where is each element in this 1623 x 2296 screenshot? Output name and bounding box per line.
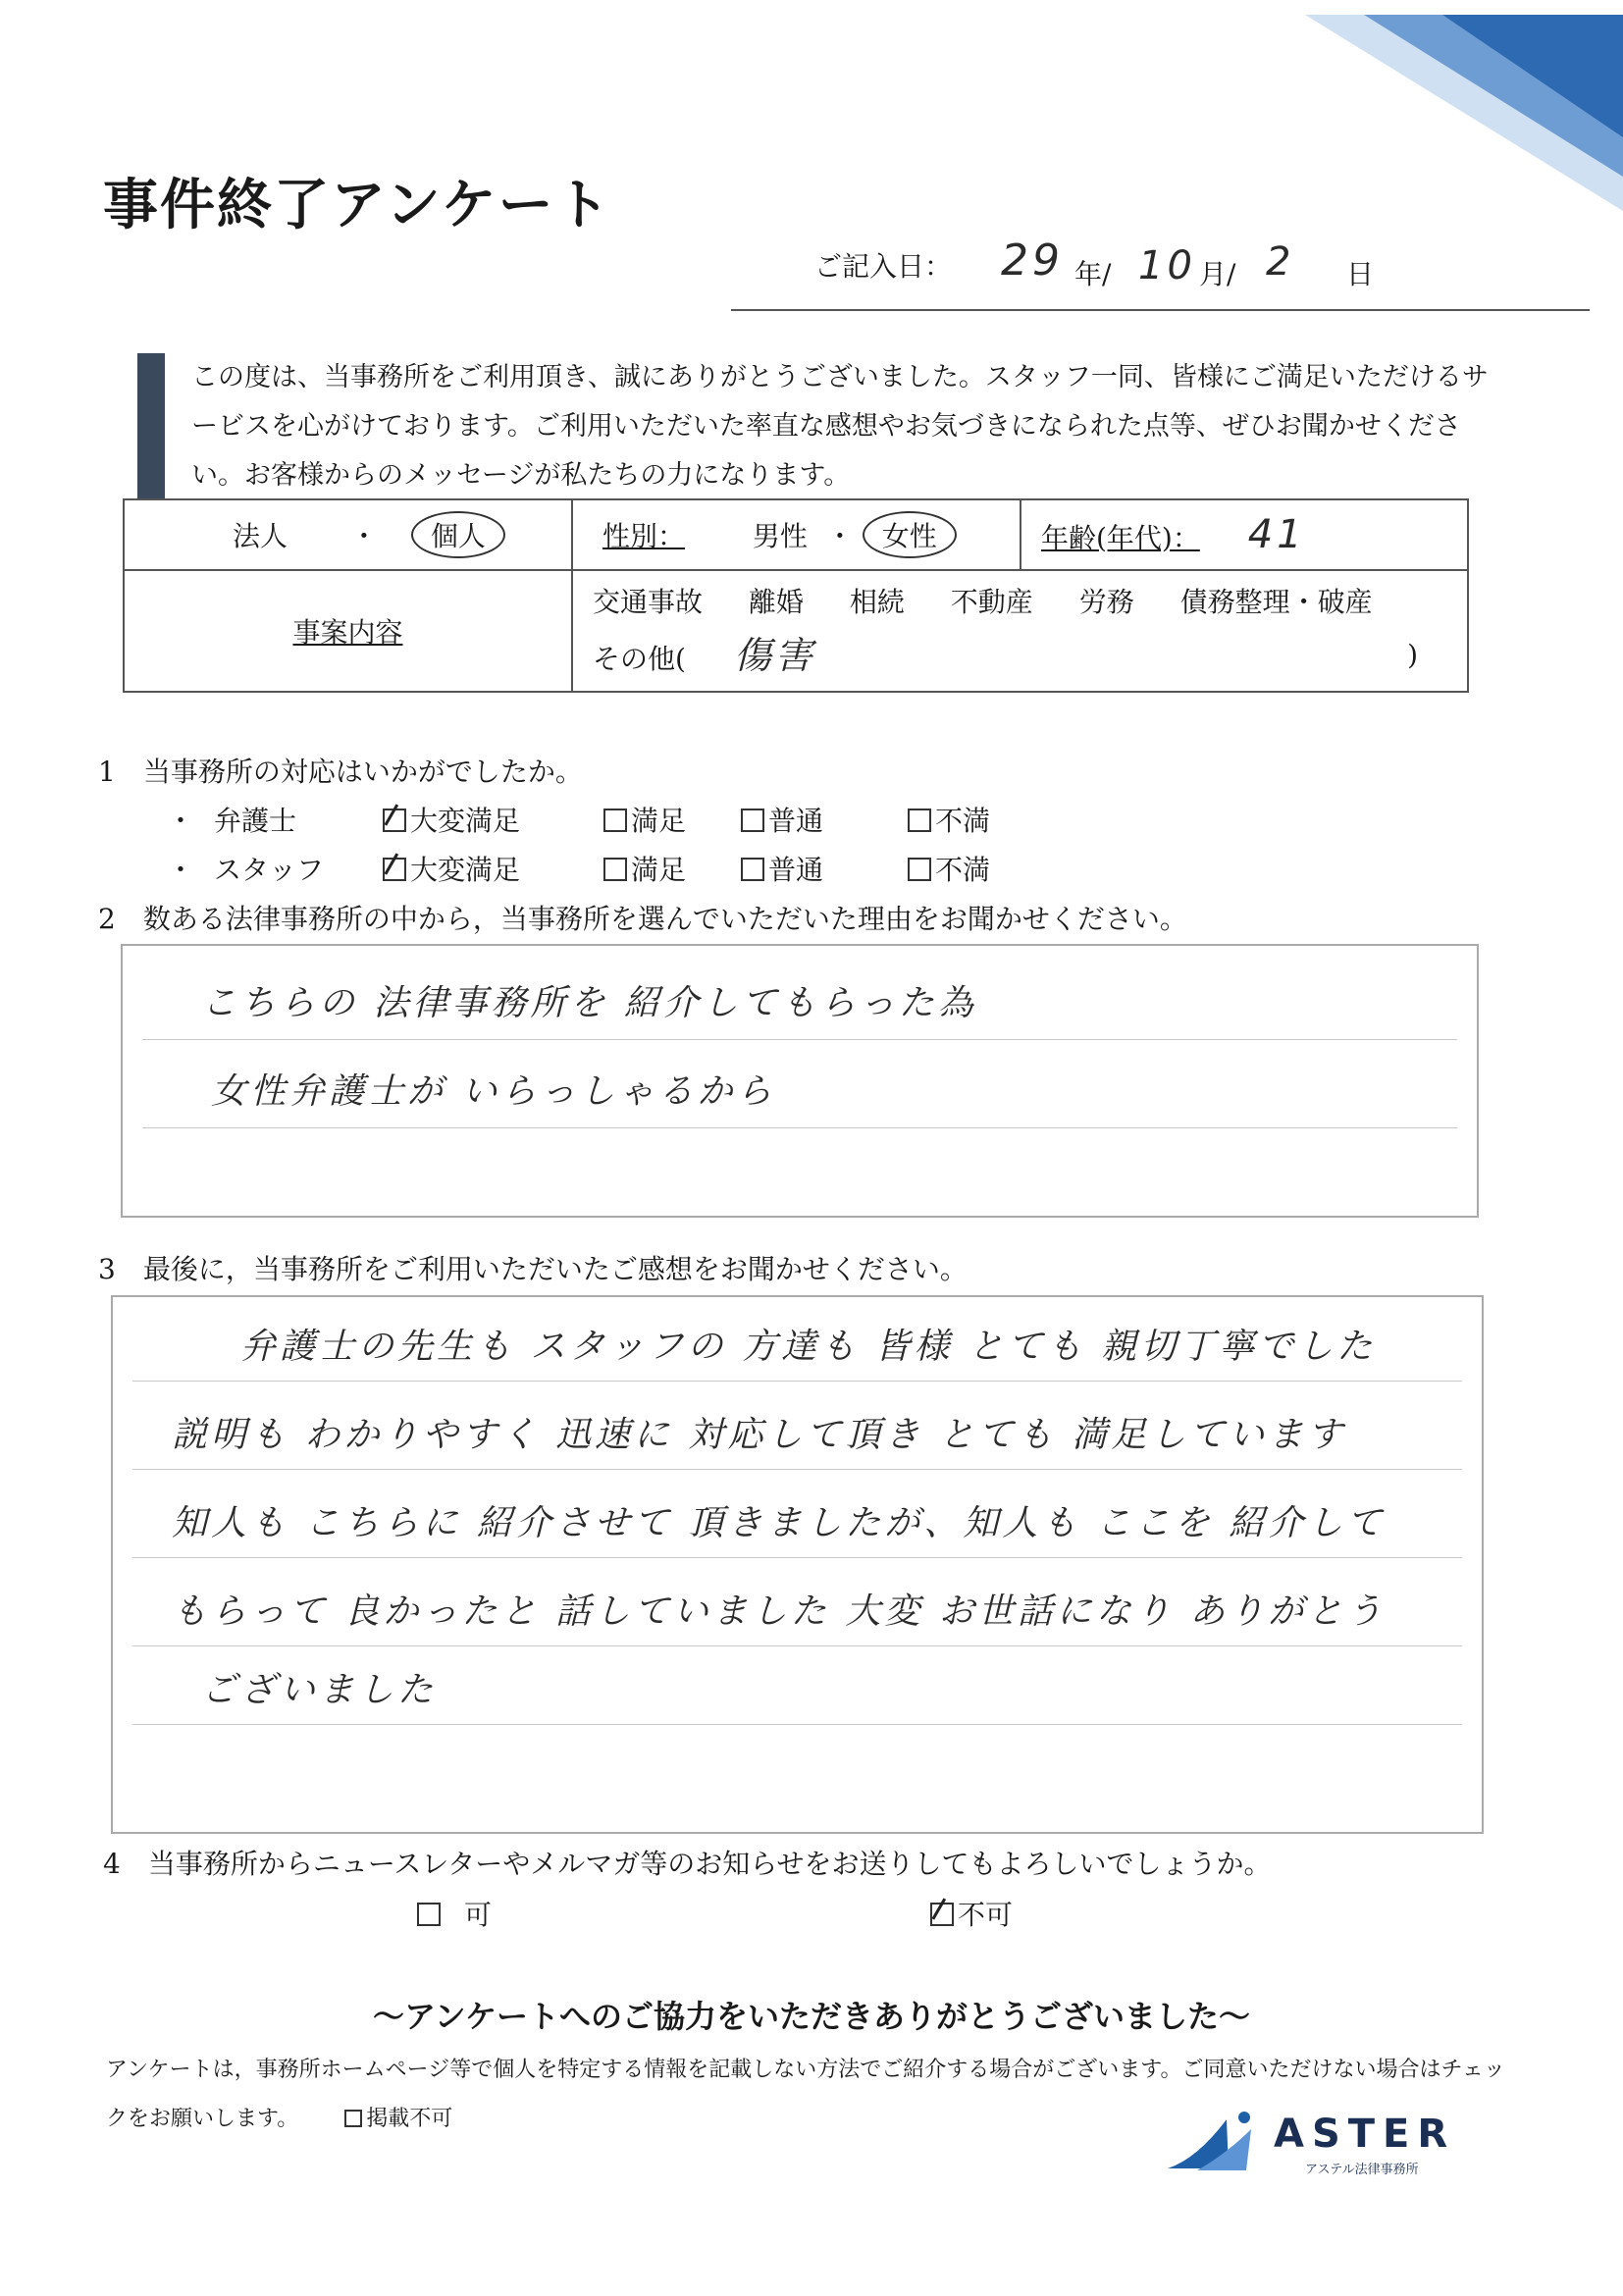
option-label: 不可	[958, 1899, 1014, 1931]
option-label: 満足	[631, 805, 687, 837]
q1-staff-label: スタッフ	[214, 854, 325, 886]
q1-lawyer-normal[interactable]	[741, 800, 823, 839]
case-other-value: 傷害	[733, 634, 816, 677]
case-type-debt[interactable]: 債務整理・破産	[1179, 586, 1373, 618]
male-option[interactable]: 男性	[752, 520, 808, 552]
page-title: 事件終了アンケート	[103, 173, 612, 237]
q3-answer-line-2: 説明も わかりやすく 迅速に 対応して頂き とても 満足しています	[172, 1415, 1347, 1455]
option-label: 満足	[631, 854, 687, 886]
option-label: 大変満足	[410, 854, 521, 886]
case-other-row	[573, 631, 1467, 688]
option-label: 不満	[935, 805, 991, 837]
logo-subtitle: アステル法律事務所	[1305, 2163, 1419, 2177]
age-label: 年齢(年代)：	[1041, 522, 1200, 554]
option-label: 可	[464, 1899, 493, 1931]
intro-text: この度は、当事務所をご利用頂き、誠にありがとうございました。スタッフ一同、皆様にご満足いただけるサービスを心がけております。ご利用いただいた率直な感想やお気づきになられた点等、ぜひお聞かせください。お客様からのメッセージが私たちの力になります。	[191, 362, 1489, 491]
thanks-message: ～アンケートへのご協力をいただきありがとうございました～	[372, 1998, 1251, 2035]
q2-answer-line-2: 女性弁護士が いらっしゃるから	[211, 1071, 776, 1112]
checkbox-icon[interactable]	[603, 809, 627, 832]
q2-answer-box[interactable]	[121, 944, 1479, 1218]
female-option-selected[interactable]: 女性	[863, 511, 957, 558]
checkbox-icon[interactable]	[741, 809, 764, 832]
q1-lawyer-very-satisfied[interactable]	[383, 800, 520, 839]
case-type-real-estate[interactable]: 不動産	[950, 586, 1033, 618]
q3-answer-line-1: 弁護士の先生も スタッフの 方達も 皆様 とても 親切丁寧でした	[240, 1327, 1377, 1367]
case-types-row	[573, 574, 1467, 631]
q2-title: 2 数ある法律事務所の中から，当事務所を選んでいただいた理由をお聞かせください。	[98, 903, 1187, 935]
logo-name: ASTER	[1274, 2112, 1456, 2157]
q1-title: 1 当事務所の対応はいかがでしたか。	[98, 756, 583, 788]
checkbox-icon[interactable]	[741, 858, 764, 881]
date-year: 29	[1001, 235, 1064, 286]
q3-answer-line-5: ございました	[201, 1670, 438, 1710]
checkbox-icon[interactable]	[908, 809, 931, 832]
date-month-unit: 月/	[1199, 258, 1236, 290]
date-day-unit: 日	[1346, 258, 1375, 290]
case-label-cell	[124, 570, 572, 692]
q3-answer-box[interactable]	[111, 1295, 1484, 1834]
info-table	[123, 498, 1469, 693]
checkbox-checked-icon[interactable]	[383, 858, 406, 881]
option-label: 掲載不可	[366, 2107, 453, 2131]
q1-row-staff	[167, 849, 1050, 888]
corner-decoration	[1305, 0, 1623, 216]
case-label: 事案内容	[292, 616, 403, 649]
option-label: 普通	[768, 854, 824, 886]
q4-no-option[interactable]	[930, 1894, 1013, 1933]
age-value: 41	[1247, 512, 1306, 557]
q3-answer-line-3: 知人も こちらに 紹介させて 頂きましたが、知人も ここを 紹介して	[172, 1503, 1387, 1543]
case-other-label[interactable]: その他(	[593, 643, 686, 675]
aster-logo-icon	[1158, 2100, 1276, 2178]
separator: ・	[349, 520, 378, 552]
separator: ・	[825, 520, 854, 552]
q1-staff-satisfied[interactable]	[603, 849, 686, 888]
q1-lawyer-satisfied[interactable]	[603, 800, 686, 839]
option-label: 普通	[768, 805, 824, 837]
q1-row-lawyer	[167, 800, 1050, 839]
q3-answer-line-4: もらって 良かったと 話していました 大変 お世話になり ありがとう	[172, 1592, 1387, 1632]
q1-staff-normal[interactable]	[741, 849, 823, 888]
option-label: 不満	[935, 854, 991, 886]
age-cell	[1021, 499, 1468, 570]
case-type-inheritance[interactable]: 相続	[849, 586, 905, 618]
q2-answer-line-1: こちらの 法律事務所を 紹介してもらった為	[201, 983, 977, 1023]
checkbox-icon[interactable]	[417, 1903, 441, 1926]
bullet: ・	[167, 854, 195, 886]
case-type-divorce[interactable]: 離婚	[748, 586, 804, 618]
date-label: ご記入日：	[814, 250, 953, 283]
q3-title: 3 最後に，当事務所をご利用いただいたご感想をお聞かせください。	[98, 1253, 968, 1285]
footnote-body: アンケートは，事務所ホームページ等で個人を特定する情報を記載しない方法でご紹介する場合がございます。ご同意いただけない場合はチェックをお願いします。	[106, 2058, 1505, 2131]
case-type-labor[interactable]: 労務	[1078, 586, 1134, 618]
checkbox-icon[interactable]	[344, 2110, 362, 2127]
date-day: 2	[1266, 239, 1295, 285]
option-label: 大変満足	[410, 805, 521, 837]
q1-lawyer-label: 弁護士	[214, 805, 297, 837]
case-other-close: )	[1407, 639, 1418, 671]
gender-label: 性別：	[602, 520, 686, 552]
checkbox-icon[interactable]	[603, 858, 627, 881]
corporate-option[interactable]: 法人	[233, 520, 288, 552]
checkbox-checked-icon[interactable]	[383, 809, 406, 832]
case-type-traffic[interactable]: 交通事故	[593, 586, 704, 618]
q4-title: 4 当事務所からニュースレターやメルマガ等のお知らせをお送りしてもよろしいでしょうか。	[103, 1848, 1272, 1880]
date-year-unit: 年/	[1074, 258, 1112, 290]
case-types-cell	[572, 570, 1468, 692]
individual-option-selected[interactable]: 個人	[411, 511, 505, 558]
entity-cell	[124, 499, 572, 570]
date-underline	[731, 309, 1590, 311]
checkbox-icon[interactable]	[908, 858, 931, 881]
checkbox-checked-icon[interactable]	[930, 1903, 954, 1926]
date-row	[814, 245, 952, 285]
gender-cell	[572, 499, 1021, 570]
date-month: 10	[1138, 243, 1196, 288]
intro-accent-bar	[137, 353, 165, 498]
no-publish-option[interactable]	[344, 2107, 452, 2131]
bullet: ・	[167, 805, 195, 837]
q1-lawyer-unsatisfied[interactable]	[908, 800, 990, 839]
q4-yes-option[interactable]	[417, 1894, 492, 1933]
q1-staff-unsatisfied[interactable]	[908, 849, 990, 888]
q1-staff-very-satisfied[interactable]	[383, 849, 520, 888]
